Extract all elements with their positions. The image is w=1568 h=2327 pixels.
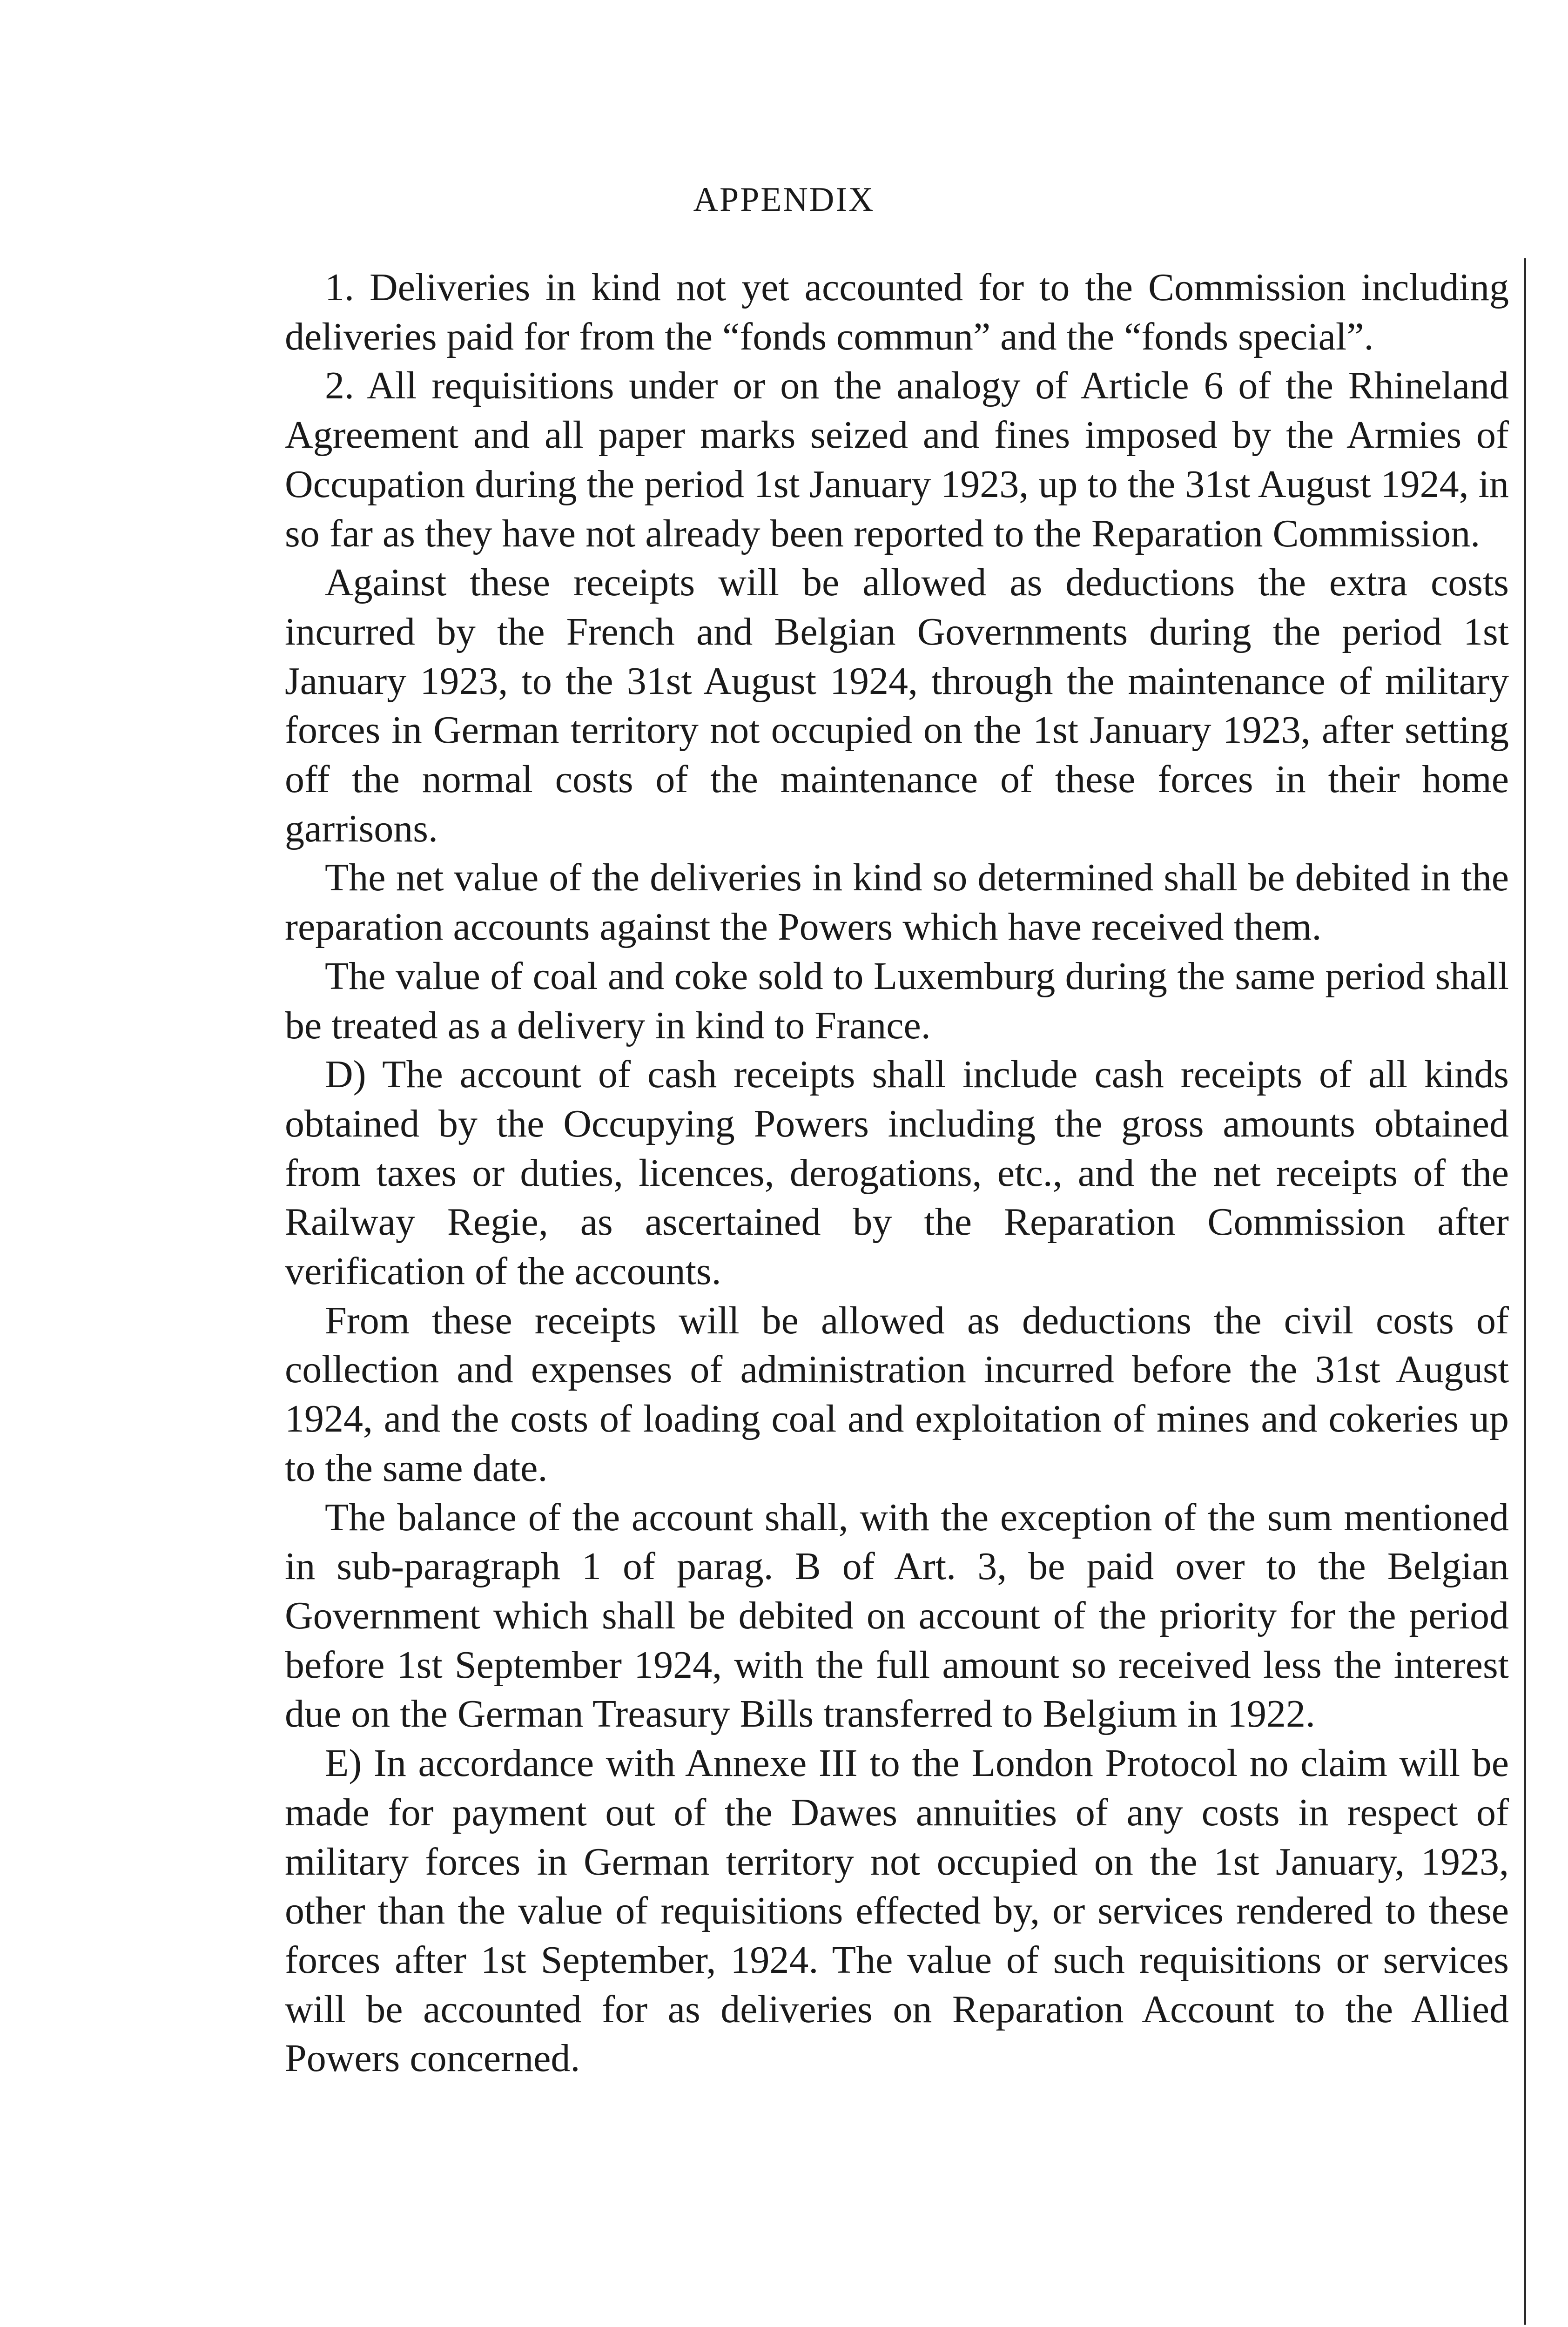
margin-rule <box>1524 258 1526 2325</box>
paragraph: The net value of the deliveries in kind so determined shall be debited in the reparation accounts against the Powers which have received them. <box>285 856 1509 949</box>
paragraph: E) In accordance with Annexe III to the London Protocol no claim will be made for payment out of the Dawes annuities of any costs in respect of military forces in German territory not occupied on the 1st January, 1923, other than the value of requisitions effected by, or services rendered to these forces after 1st September, 1924. The value of such requisitions or services will be accounted for as deliveries on Reparation Account to the Allied Powers concerned. <box>285 1742 1509 2080</box>
paragraph: D) The account of cash receipts shall include cash receipts of all kinds obtained by the Occupying Powers including the gross amounts obtained from taxes or duties, licences, derogations, etc., and the net receipts of the Railway Regie, as ascertained by the Reparation Commission after verification of the accounts. <box>285 1053 1509 1293</box>
paragraph: 2. All requisitions under or on the analogy of Article 6 of the Rhineland Agreement and all paper marks seized and fines imposed by the Armies of Occupation during the period 1st January 1923, up to the 31st August 1924, in so far as they have not already been reported to the Reparation Commission. <box>285 364 1509 555</box>
paragraph: 1. Deliveries in kind not yet accounted for to the Commission including deliveries paid for from the “fonds commun” and the “fonds special”. <box>285 266 1509 358</box>
paragraph: From these receipts will be allowed as deductions the civil costs of collection and expenses of administration incurred before the 31st August 1924, and the costs of loading coal and exploitation of mines and cokeries up to the same date. <box>285 1298 1509 1490</box>
paragraph: The balance of the account shall, with the exception of the sum mentioned in sub-paragraph 1 of parag. B of Art. 3, be paid over to the Belgian Government which shall be debited on account of the priority for the period before 1st September 1924, with the full amount so received less the interest due on the German Treasury Bills transferred to Belgium in 1922. <box>285 1495 1509 1736</box>
running-header: APPENDIX <box>693 181 875 219</box>
paragraph: The value of coal and coke sold to Luxemburg during the same period shall be treated as a delivery in kind to France. <box>285 954 1509 1047</box>
body-text <box>285 263 1509 2083</box>
paragraph: Against these receipts will be allowed as deductions the extra costs incurred by the French and Belgian Governments during the period 1st January 1923, to the 31st August 1924, through the maintenance of military forces in German territory not occupied on the 1st January 1923, after setting off the normal costs of the maintenance of these forces in their home garrisons. <box>285 561 1509 850</box>
